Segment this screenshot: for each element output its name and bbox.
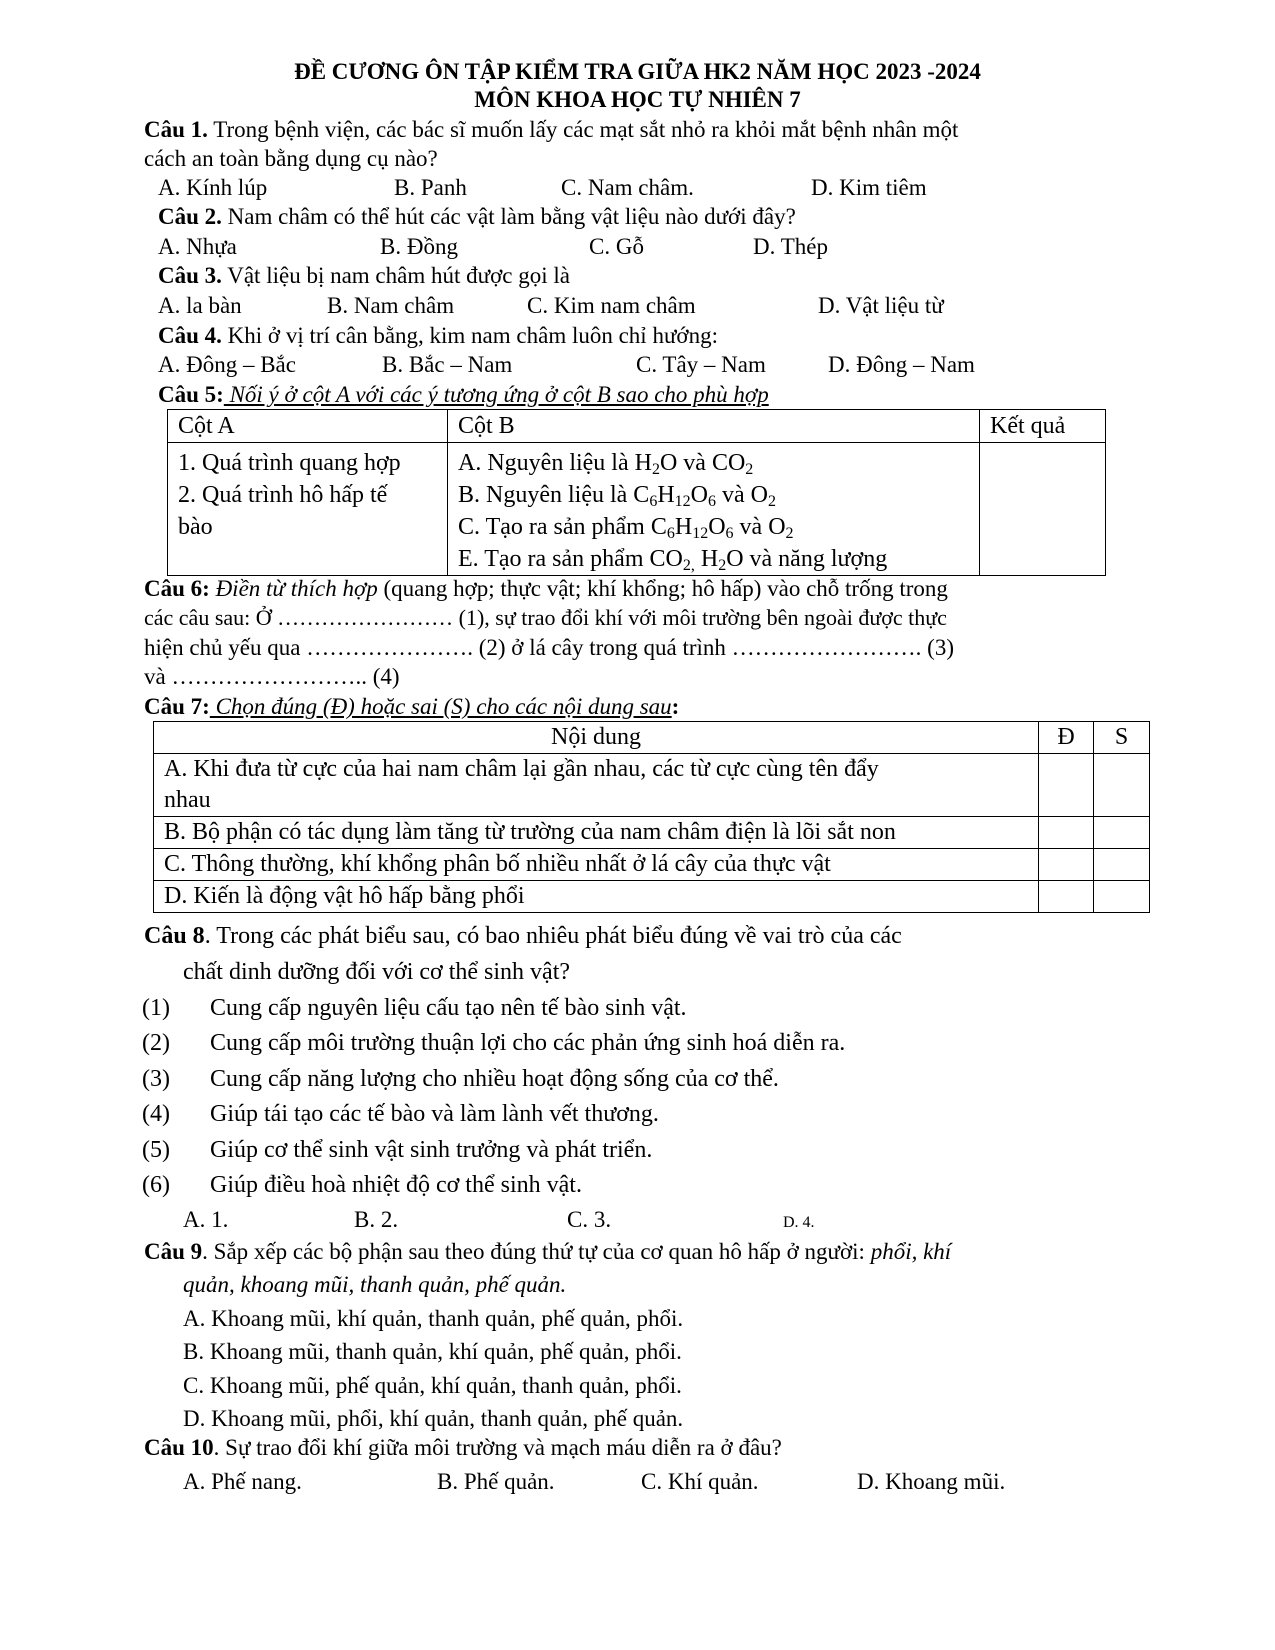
question-2 (158, 203, 796, 231)
question-8-text-cont: chất dinh dưỡng đối với cơ thể sinh vật? (183, 959, 571, 985)
result-cell[interactable] (980, 443, 1106, 576)
question-8-label: Câu 8 (144, 923, 205, 949)
header-content: Nội dung (154, 722, 1039, 754)
question-1-text: Trong bệnh viện, các bác sĩ muốn lấy các mạt sắt nhỏ ra khỏi mắt bệnh nhân một (207, 117, 959, 142)
subject-title: MÔN KHOA HỌC TỰ NHIÊN 7 (474, 87, 801, 112)
question-3-text: Vật liệu bị nam châm hút được gọi là (221, 263, 570, 288)
question-1-label: Câu 1. (144, 117, 208, 142)
question-8 (144, 922, 902, 950)
list-item: (6) Giúp điều hoà nhiệt độ cơ thể sinh vật. (142, 1172, 582, 1198)
question-9-label: Câu 9 (144, 1239, 203, 1264)
column-b-item-b: B. Nguyên liệu là $C_6H_{12}O_6$ và $O_2$ (458, 482, 776, 510)
question-1 (144, 116, 958, 144)
question-10 (144, 1434, 782, 1462)
list-item: (3) Cung cấp năng lượng cho nhiều hoạt động sống của cơ thể. (142, 1066, 779, 1092)
question-10-text: . Sự trao đổi khí giữa môi trường và mạch máu diễn ra ở đâu? (213, 1435, 782, 1460)
answer-false-a[interactable] (1094, 754, 1150, 817)
q2-option-d: D. Thép (753, 234, 828, 259)
question-9 (144, 1238, 951, 1266)
q3-option-a: A. la bàn (158, 293, 242, 318)
question-9-items-cont: quản, khoang mũi, thanh quản, phế quản. (183, 1272, 567, 1297)
q1-option-d: D. Kim tiêm (811, 175, 927, 200)
column-a-item-2: 2. Quá trình hô hấp tế (178, 482, 388, 508)
answer-false-d[interactable] (1094, 881, 1150, 913)
column-a-cell (168, 443, 448, 576)
answer-true-d[interactable] (1039, 881, 1094, 913)
q3-option-c: C. Kim nam châm (527, 293, 696, 318)
answer-false-c[interactable] (1094, 849, 1150, 881)
column-a-item-2-cont: bào (178, 514, 213, 540)
q4-option-a: A. Đông – Bắc (158, 352, 296, 377)
list-item: (2) Cung cấp môi trường thuận lợi cho các phản ứng sinh hoá diễn ra. (142, 1030, 846, 1056)
q9-option-a: A. Khoang mũi, khí quản, thanh quản, phế quản, phổi. (183, 1306, 684, 1331)
answer-false-b[interactable] (1094, 817, 1150, 849)
question-9-items: phổi, khí (870, 1239, 952, 1264)
q8-option-a: A. 1. (183, 1207, 229, 1232)
list-item: (4) Giúp tái tạo các tế bào và làm lành vết thương. (142, 1101, 659, 1127)
question-8-text: . Trong các phát biểu sau, có bao nhiêu phát biểu đúng về vai trò của các (204, 923, 902, 949)
question-5 (158, 381, 769, 409)
column-a-item-1: 1. Quá trình quang hợp (178, 450, 401, 476)
q4-option-d: D. Đông – Nam (828, 352, 975, 377)
q8-option-b: B. 2. (354, 1207, 399, 1232)
table-row (154, 817, 1150, 849)
statement-b: B. Bộ phận có tác dụng làm tăng từ trường của nam châm điện là lõi sắt non (154, 817, 1039, 849)
document-title: ĐỀ CƯƠNG ÔN TẬP KIỂM TRA GIỮA HK2 NĂM HỌC 2023 -2024 (294, 59, 981, 84)
question-4-label: Câu 4. (158, 323, 222, 348)
table-row (154, 881, 1150, 913)
q4-option-b: B. Bắc – Nam (382, 352, 513, 377)
question-6-instruction: Điền từ thích hợp (209, 576, 378, 601)
header-result: Kết quả (980, 410, 1106, 443)
statement-d: D. Kiến là động vật hô hấp bằng phổi (154, 881, 1039, 913)
q1-option-b: B. Panh (394, 175, 467, 200)
header-true: Đ (1039, 722, 1094, 754)
header-false: S (1094, 722, 1150, 754)
true-false-table (153, 721, 1150, 913)
question-3-label: Câu 3. (158, 263, 222, 288)
list-item: (1) Cung cấp nguyên liệu cấu tạo nên tế bào sinh vật. (142, 995, 687, 1021)
q3-option-d: D. Vật liệu từ (818, 293, 944, 318)
matching-table-body (168, 443, 1106, 576)
question-6-text: (quang hợp; thực vật; khí khổng; hô hấp) vào chỗ trống trong (377, 576, 948, 601)
statement-c: C. Thông thường, khí khổng phân bố nhiều nhất ở lá cây của thực vật (154, 849, 1039, 881)
question-6-label: Câu 6: (144, 576, 210, 601)
q9-option-c: C. Khoang mũi, phế quản, khí quản, thanh quản, phổi. (183, 1373, 682, 1398)
list-item: (5) Giúp cơ thể sinh vật sinh trưởng và phát triển. (142, 1137, 653, 1163)
matching-table (167, 409, 1106, 576)
question-4-text: Khi ở vị trí cân bằng, kim nam châm luôn chỉ hướng: (221, 323, 718, 348)
q2-option-a: A. Nhựa (158, 234, 237, 259)
question-6-line-4: và …………………….. (4) (144, 664, 400, 689)
column-b-item-e: E. Tạo ra sản phẩm $CO_{2,}$ $H_2O$ và năng lượng (458, 546, 888, 574)
answer-true-b[interactable] (1039, 817, 1094, 849)
answer-true-a[interactable] (1039, 754, 1094, 817)
question-7: Câu 7: Chọn đúng (Đ) hoặc sai (S) cho các nội dung sau: (144, 694, 680, 719)
q10-option-c: C. Khí quản. (641, 1469, 759, 1494)
question-6-line-2: các câu sau: Ở …………………… (1), sự trao đổi khí với môi trường bên ngoài được thực (144, 605, 947, 630)
q10-option-d: D. Khoang mũi. (857, 1469, 1006, 1494)
q3-option-b: B. Nam châm (327, 293, 455, 318)
question-1-text-cont: cách an toàn bằng dụng cụ nào? (144, 146, 438, 171)
q8-option-c: C. 3. (567, 1207, 612, 1232)
matching-table-header (168, 410, 1106, 443)
header-column-a: Cột A (168, 410, 448, 443)
q4-option-c: C. Tây – Nam (636, 352, 766, 377)
question-2-text: Nam châm có thể hút các vật làm bằng vật liệu nào dưới đây? (221, 204, 796, 229)
q9-option-d: D. Khoang mũi, phổi, khí quản, thanh quản, phế quản. (183, 1406, 684, 1431)
table-row (154, 849, 1150, 881)
question-10-label: Câu 10 (144, 1435, 214, 1460)
column-b-cell (448, 443, 980, 576)
q2-option-c: C. Gỗ (589, 234, 644, 259)
question-9-text: . Sắp xếp các bộ phận sau theo đúng thứ tự của cơ quan hô hấp ở người: (202, 1239, 871, 1264)
column-b-item-a: A. Nguyên liệu là $H_2O$ và $CO_2$ (458, 450, 754, 478)
q1-option-c: C. Nam châm. (561, 175, 694, 200)
question-3 (158, 262, 570, 290)
table-row (154, 754, 1150, 817)
question-7-text: Chọn đúng (Đ) hoặc sai (S) cho các nội dung sau (209, 694, 672, 719)
answer-true-c[interactable] (1039, 849, 1094, 881)
q2-option-b: B. Đồng (380, 234, 458, 259)
column-b-item-c: C. Tạo ra sản phẩm $C_6H_{12}O_6$ và $O_2$ (458, 514, 794, 542)
question-5-text: Nối ý ở cột A với các ý tương ứng ở cột B sao cho phù hợp (223, 382, 769, 407)
true-false-header (154, 722, 1150, 754)
question-4 (158, 322, 718, 350)
q1-option-a: A. Kính lúp (158, 175, 268, 200)
q10-option-a: A. Phế nang. (183, 1469, 302, 1494)
question-6 (144, 575, 948, 603)
q8-option-d: D. 4. (783, 1214, 815, 1231)
question-5-label: Câu 5: (158, 382, 224, 407)
question-6-line-3: hiện chủ yếu qua …………………. (2) ở lá cây trong quá trình ……………………. (3) (144, 635, 954, 660)
q10-option-b: B. Phế quản. (437, 1469, 555, 1494)
q9-option-b: B. Khoang mũi, thanh quản, khí quản, phế quản, phổi. (183, 1339, 682, 1364)
statement-a: A. Khi đưa từ cực của hai nam châm lại gần nhau, các từ cực cùng tên đẩy nhau (154, 754, 1039, 817)
header-column-b: Cột B (448, 410, 980, 443)
question-7-label: Câu 7: (144, 694, 210, 719)
question-2-label: Câu 2. (158, 204, 222, 229)
